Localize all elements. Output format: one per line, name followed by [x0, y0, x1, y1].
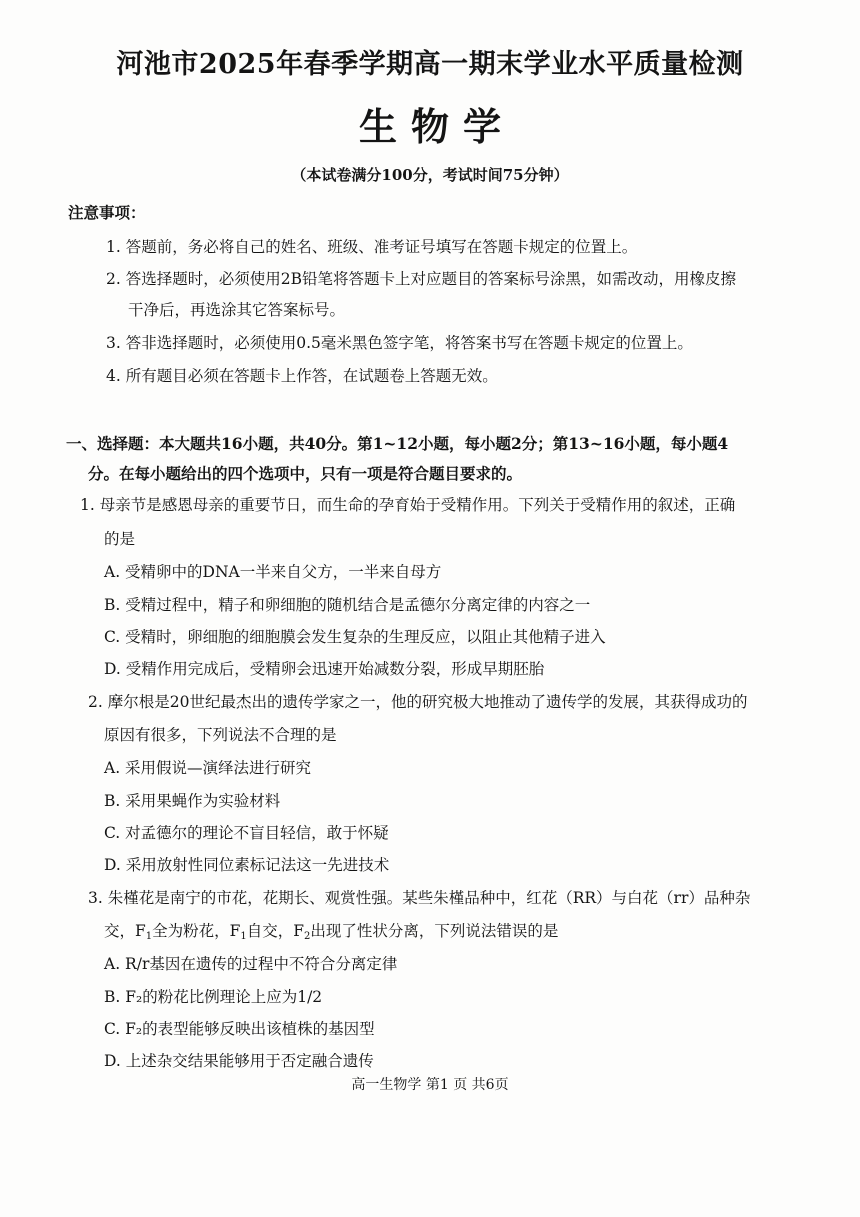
note-item: 干净后，再选涂其它答案标号。 — [128, 301, 346, 319]
section-instruction: 分。在每小题给出的四个选项中，只有一项是符合题目要求的。 — [88, 464, 523, 483]
question-1-option-b: B. 受精过程中，精子和卵细胞的随机结合是孟德尔分离定律的内容之一 — [104, 596, 591, 614]
question-2-option-c: C. 对孟德尔的理论不盲目轻信，敢于怀疑 — [104, 824, 389, 842]
note-item: 2. 答选择题时，必须使用2B铅笔将答题卡上对应题目的答案标号涂黑，如需改动，用橡皮擦 — [106, 270, 736, 288]
question-1-stem-cont: 的是 — [104, 530, 136, 548]
question-1-option-c: C. 受精时，卵细胞的细胞膜会发生复杂的生理反应，以阻止其他精子进入 — [104, 628, 606, 646]
note-item: 1. 答题前，务必将自己的姓名、班级、准考证号填写在答题卡规定的位置上。 — [106, 238, 638, 256]
question-2-option-b: B. 采用果蝇作为实验材料 — [104, 792, 281, 810]
question-3-option-b: B. F₂的粉花比例理论上应为1/2 — [104, 988, 323, 1006]
question-3-option-d: D. 上述杂交结果能够用于否定融合遗传 — [104, 1052, 374, 1070]
question-1-option-a: A. 受精卵中的DNA一半来自父方，一半来自母方 — [104, 563, 442, 581]
question-2-option-d: D. 采用放射性同位素标记法这一先进技术 — [104, 856, 390, 874]
note-item: 3. 答非选择题时，必须使用0.5毫米黑色签字笔，将答案书写在答题卡规定的位置上。 — [106, 334, 693, 352]
section-heading: 一、选择题：本大题共16小题，共40分。第1~12小题，每小题2分；第13~16小题，每小题4 — [66, 434, 729, 453]
question-2-stem: 2. 摩尔根是20世纪最杰出的遗传学家之一，他的研究极大地推动了遗传学的发展，其获得成功的 — [88, 693, 748, 711]
question-1-option-d: D. 受精作用完成后，受精卵会迅速开始减数分裂，形成早期胚胎 — [104, 660, 545, 678]
notes-heading: 注意事项： — [68, 203, 146, 222]
note-item: 4. 所有题目必须在答题卡上作答，在试题卷上答题无效。 — [106, 367, 498, 385]
exam-info: （本试卷满分100分，考试时间75分钟） — [291, 166, 569, 184]
question-2-option-a: A. 采用假说—演绎法进行研究 — [104, 759, 312, 777]
question-3-stem: 3. 朱槿花是南宁的市花，花期长、观赏性强。某些朱槿品种中，红花（RR）与白花（rr）品种杂 — [88, 889, 751, 907]
question-3-stem-cont: 交，$F_1$全为粉花，$F_1$自交，$F_2$出现了性状分离，下列说法错误的是 — [104, 922, 559, 942]
exam-title: 河池市2025年春季学期高一期末学业水平质量检测 — [116, 49, 744, 80]
subject-title: 生物学 — [358, 104, 515, 149]
question-3-option-c: C. F₂的表型能够反映出该植株的基因型 — [104, 1020, 375, 1038]
question-3-option-a: A. R/r基因在遗传的过程中不符合分离定律 — [104, 955, 398, 973]
question-2-stem-cont: 原因有很多，下列说法不合理的是 — [104, 726, 337, 744]
question-1-stem: 1. 母亲节是感恩母亲的重要节日，而生命的孕育始于受精作用。下列关于受精作用的叙述，正确 — [80, 496, 736, 514]
page-footer: 高一生物学 第1 页 共6页 — [351, 1077, 509, 1093]
